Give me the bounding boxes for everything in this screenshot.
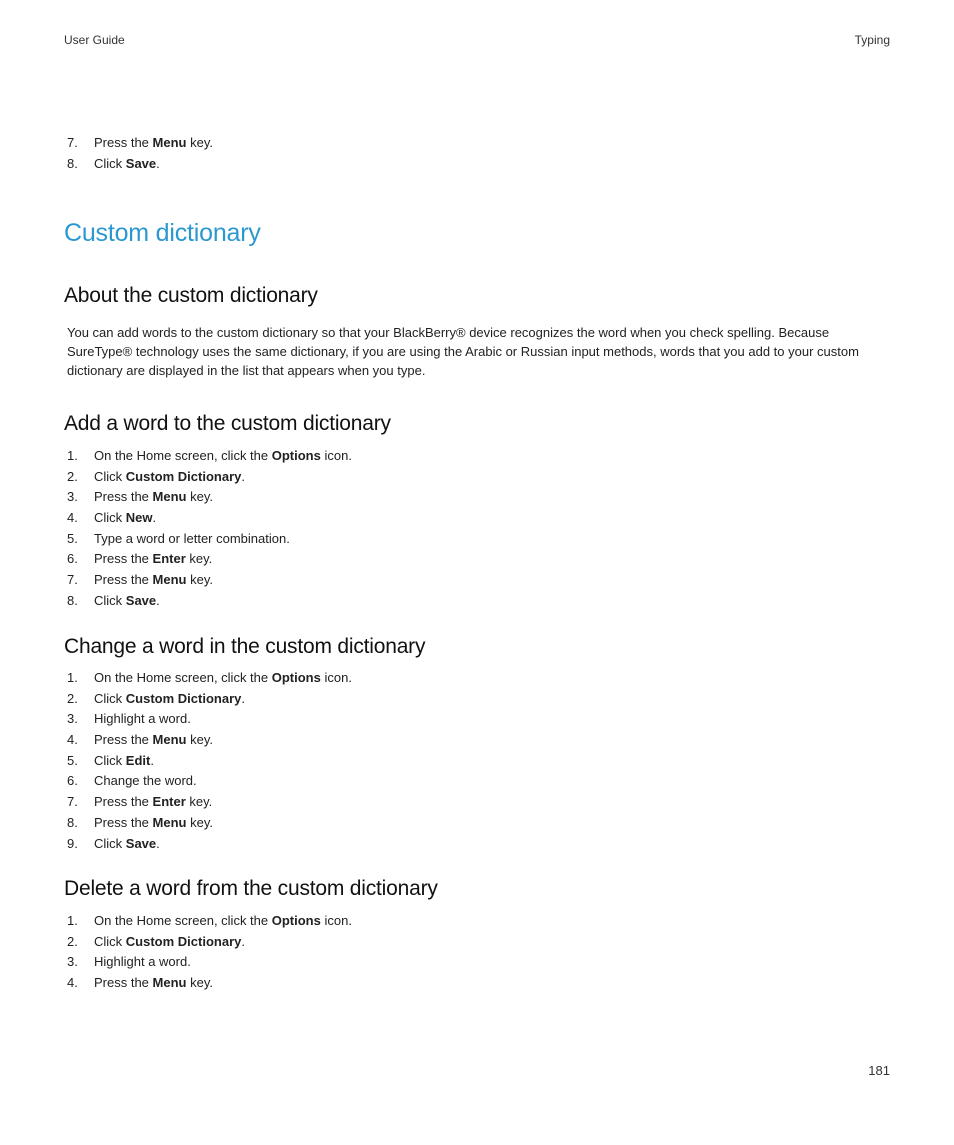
step-number: 2. — [67, 933, 78, 949]
step-text: Click — [94, 592, 126, 608]
step-item — [64, 973, 352, 994]
step-text-suffix: key. — [186, 975, 213, 991]
step-text: Press the — [94, 794, 153, 810]
step-number: 6. — [67, 773, 78, 789]
step-ui-term: Save — [125, 155, 157, 171]
add-steps-list — [64, 446, 352, 612]
step-item — [64, 668, 352, 689]
step-item — [64, 771, 352, 792]
step-ui-term: Save — [125, 592, 157, 608]
step-text: Click — [94, 835, 126, 851]
step-text-suffix: . — [241, 690, 245, 706]
step-text: Click — [94, 752, 126, 768]
step-text-suffix: key. — [186, 135, 213, 150]
step-ui-term: Save — [125, 835, 157, 851]
step-item — [64, 813, 352, 834]
step-number: 5. — [67, 752, 78, 768]
step-number: 5. — [67, 530, 78, 546]
step-number: 8. — [67, 592, 78, 608]
step-text: Click — [94, 690, 126, 706]
step-text: Press the — [94, 732, 153, 748]
step-number: 1. — [67, 913, 78, 928]
step-ui-term: New — [125, 510, 153, 526]
page-header — [64, 33, 890, 49]
header-doc-title: User Guide — [64, 33, 125, 47]
step-item — [64, 932, 352, 953]
step-ui-term: Menu — [152, 732, 187, 748]
step-text: On the Home screen, click the — [94, 670, 272, 685]
step-ui-term: Enter — [152, 794, 186, 810]
step-number: 3. — [67, 954, 78, 970]
step-text-suffix: key. — [185, 551, 213, 567]
step-item — [64, 570, 352, 591]
step-number: 1. — [67, 670, 78, 685]
step-text-suffix: key. — [186, 489, 213, 505]
step-text-suffix: icon. — [320, 670, 352, 685]
step-ui-term: Menu — [152, 572, 187, 588]
step-text: Highlight a word. — [94, 711, 191, 727]
step-item — [64, 952, 352, 973]
step-text-suffix: . — [156, 835, 160, 851]
section-title: Custom dictionary — [64, 219, 261, 247]
step-ui-term: Custom Dictionary — [125, 468, 242, 484]
change-steps-list — [64, 668, 352, 854]
step-item — [64, 834, 352, 855]
step-ui-term: Options — [271, 913, 321, 928]
step-item — [64, 508, 352, 529]
step-ui-term: Enter — [152, 551, 186, 567]
step-number: 7. — [67, 794, 78, 810]
step-item — [64, 529, 352, 550]
about-body: You can add words to the custom dictionary so that your BlackBerry® device recognizes the word when you check spelling. Because SureType® technology uses the same dictionary, if you are using the Arabic or Russian input methods, words that you add to your custom dictionary are displayed in the list that appears when you type. — [67, 325, 859, 378]
step-text-suffix: key. — [186, 732, 213, 748]
step-text: Press the — [94, 135, 153, 150]
step-number: 8. — [67, 155, 78, 171]
step-text: Press the — [94, 975, 153, 991]
step-number: 4. — [67, 732, 78, 748]
step-ui-term: Custom Dictionary — [125, 690, 242, 706]
step-number: 7. — [67, 572, 78, 588]
step-text: Click — [94, 468, 126, 484]
step-item — [64, 133, 213, 154]
step-number: 1. — [67, 448, 78, 463]
step-ui-term: Menu — [152, 135, 187, 150]
step-item — [64, 689, 352, 710]
step-ui-term: Edit — [125, 752, 151, 768]
step-text: Type a word or letter combination. — [94, 530, 290, 546]
step-number: 4. — [67, 975, 78, 991]
step-text: Click — [94, 510, 126, 526]
step-number: 7. — [67, 135, 78, 150]
step-ui-term: Menu — [152, 489, 187, 505]
step-ui-term: Options — [271, 670, 321, 685]
step-text-suffix: key. — [186, 572, 213, 588]
step-text-suffix: key. — [186, 814, 213, 830]
step-text-suffix: . — [152, 510, 157, 526]
step-text: Press the — [94, 572, 153, 588]
step-ui-term: Menu — [152, 975, 187, 991]
step-text: Press the — [94, 489, 153, 505]
add-heading: Add a word to the custom dictionary — [64, 412, 391, 435]
step-ui-term: Menu — [152, 814, 187, 830]
step-text: On the Home screen, click the — [94, 913, 272, 928]
delete-heading: Delete a word from the custom dictionary — [64, 877, 438, 900]
step-text: Change the word. — [94, 773, 197, 789]
about-heading: About the custom dictionary — [64, 284, 318, 307]
step-text-suffix: . — [150, 752, 154, 768]
step-text-suffix: . — [241, 468, 245, 484]
step-text-suffix: icon. — [320, 913, 352, 928]
step-item — [64, 549, 352, 570]
step-number: 6. — [67, 551, 78, 567]
step-item — [64, 911, 352, 932]
step-item — [64, 709, 352, 730]
step-number: 3. — [67, 711, 78, 727]
step-text: Click — [94, 155, 126, 171]
step-text-suffix: . — [156, 155, 160, 171]
page-number: 181 — [868, 1063, 890, 1078]
step-number: 2. — [67, 468, 78, 484]
step-text-suffix: key. — [185, 794, 213, 810]
step-text: Press the — [94, 551, 153, 567]
delete-steps-list — [64, 911, 352, 994]
step-item — [64, 446, 352, 467]
step-item — [64, 730, 352, 751]
change-heading: Change a word in the custom dictionary — [64, 635, 426, 658]
header-chapter-title: Typing — [854, 33, 890, 47]
step-number: 9. — [67, 835, 78, 851]
step-item — [64, 792, 352, 813]
step-number: 4. — [67, 510, 78, 526]
step-item — [64, 591, 352, 612]
step-text: Highlight a word. — [94, 954, 191, 970]
step-text-suffix: . — [241, 933, 245, 949]
step-text: Press the — [94, 814, 153, 830]
step-text: On the Home screen, click the — [94, 448, 272, 463]
step-number: 3. — [67, 489, 78, 505]
step-ui-term: Custom Dictionary — [125, 933, 242, 949]
step-text: Click — [94, 933, 126, 949]
intro-steps-list — [64, 133, 213, 174]
step-item — [64, 751, 352, 772]
step-number: 8. — [67, 814, 78, 830]
step-number: 2. — [67, 690, 78, 706]
step-text-suffix: icon. — [320, 448, 352, 463]
step-ui-term: Options — [271, 448, 321, 463]
step-item — [64, 467, 352, 488]
step-item — [64, 487, 352, 508]
step-item — [64, 154, 213, 175]
step-text-suffix: . — [156, 592, 160, 608]
